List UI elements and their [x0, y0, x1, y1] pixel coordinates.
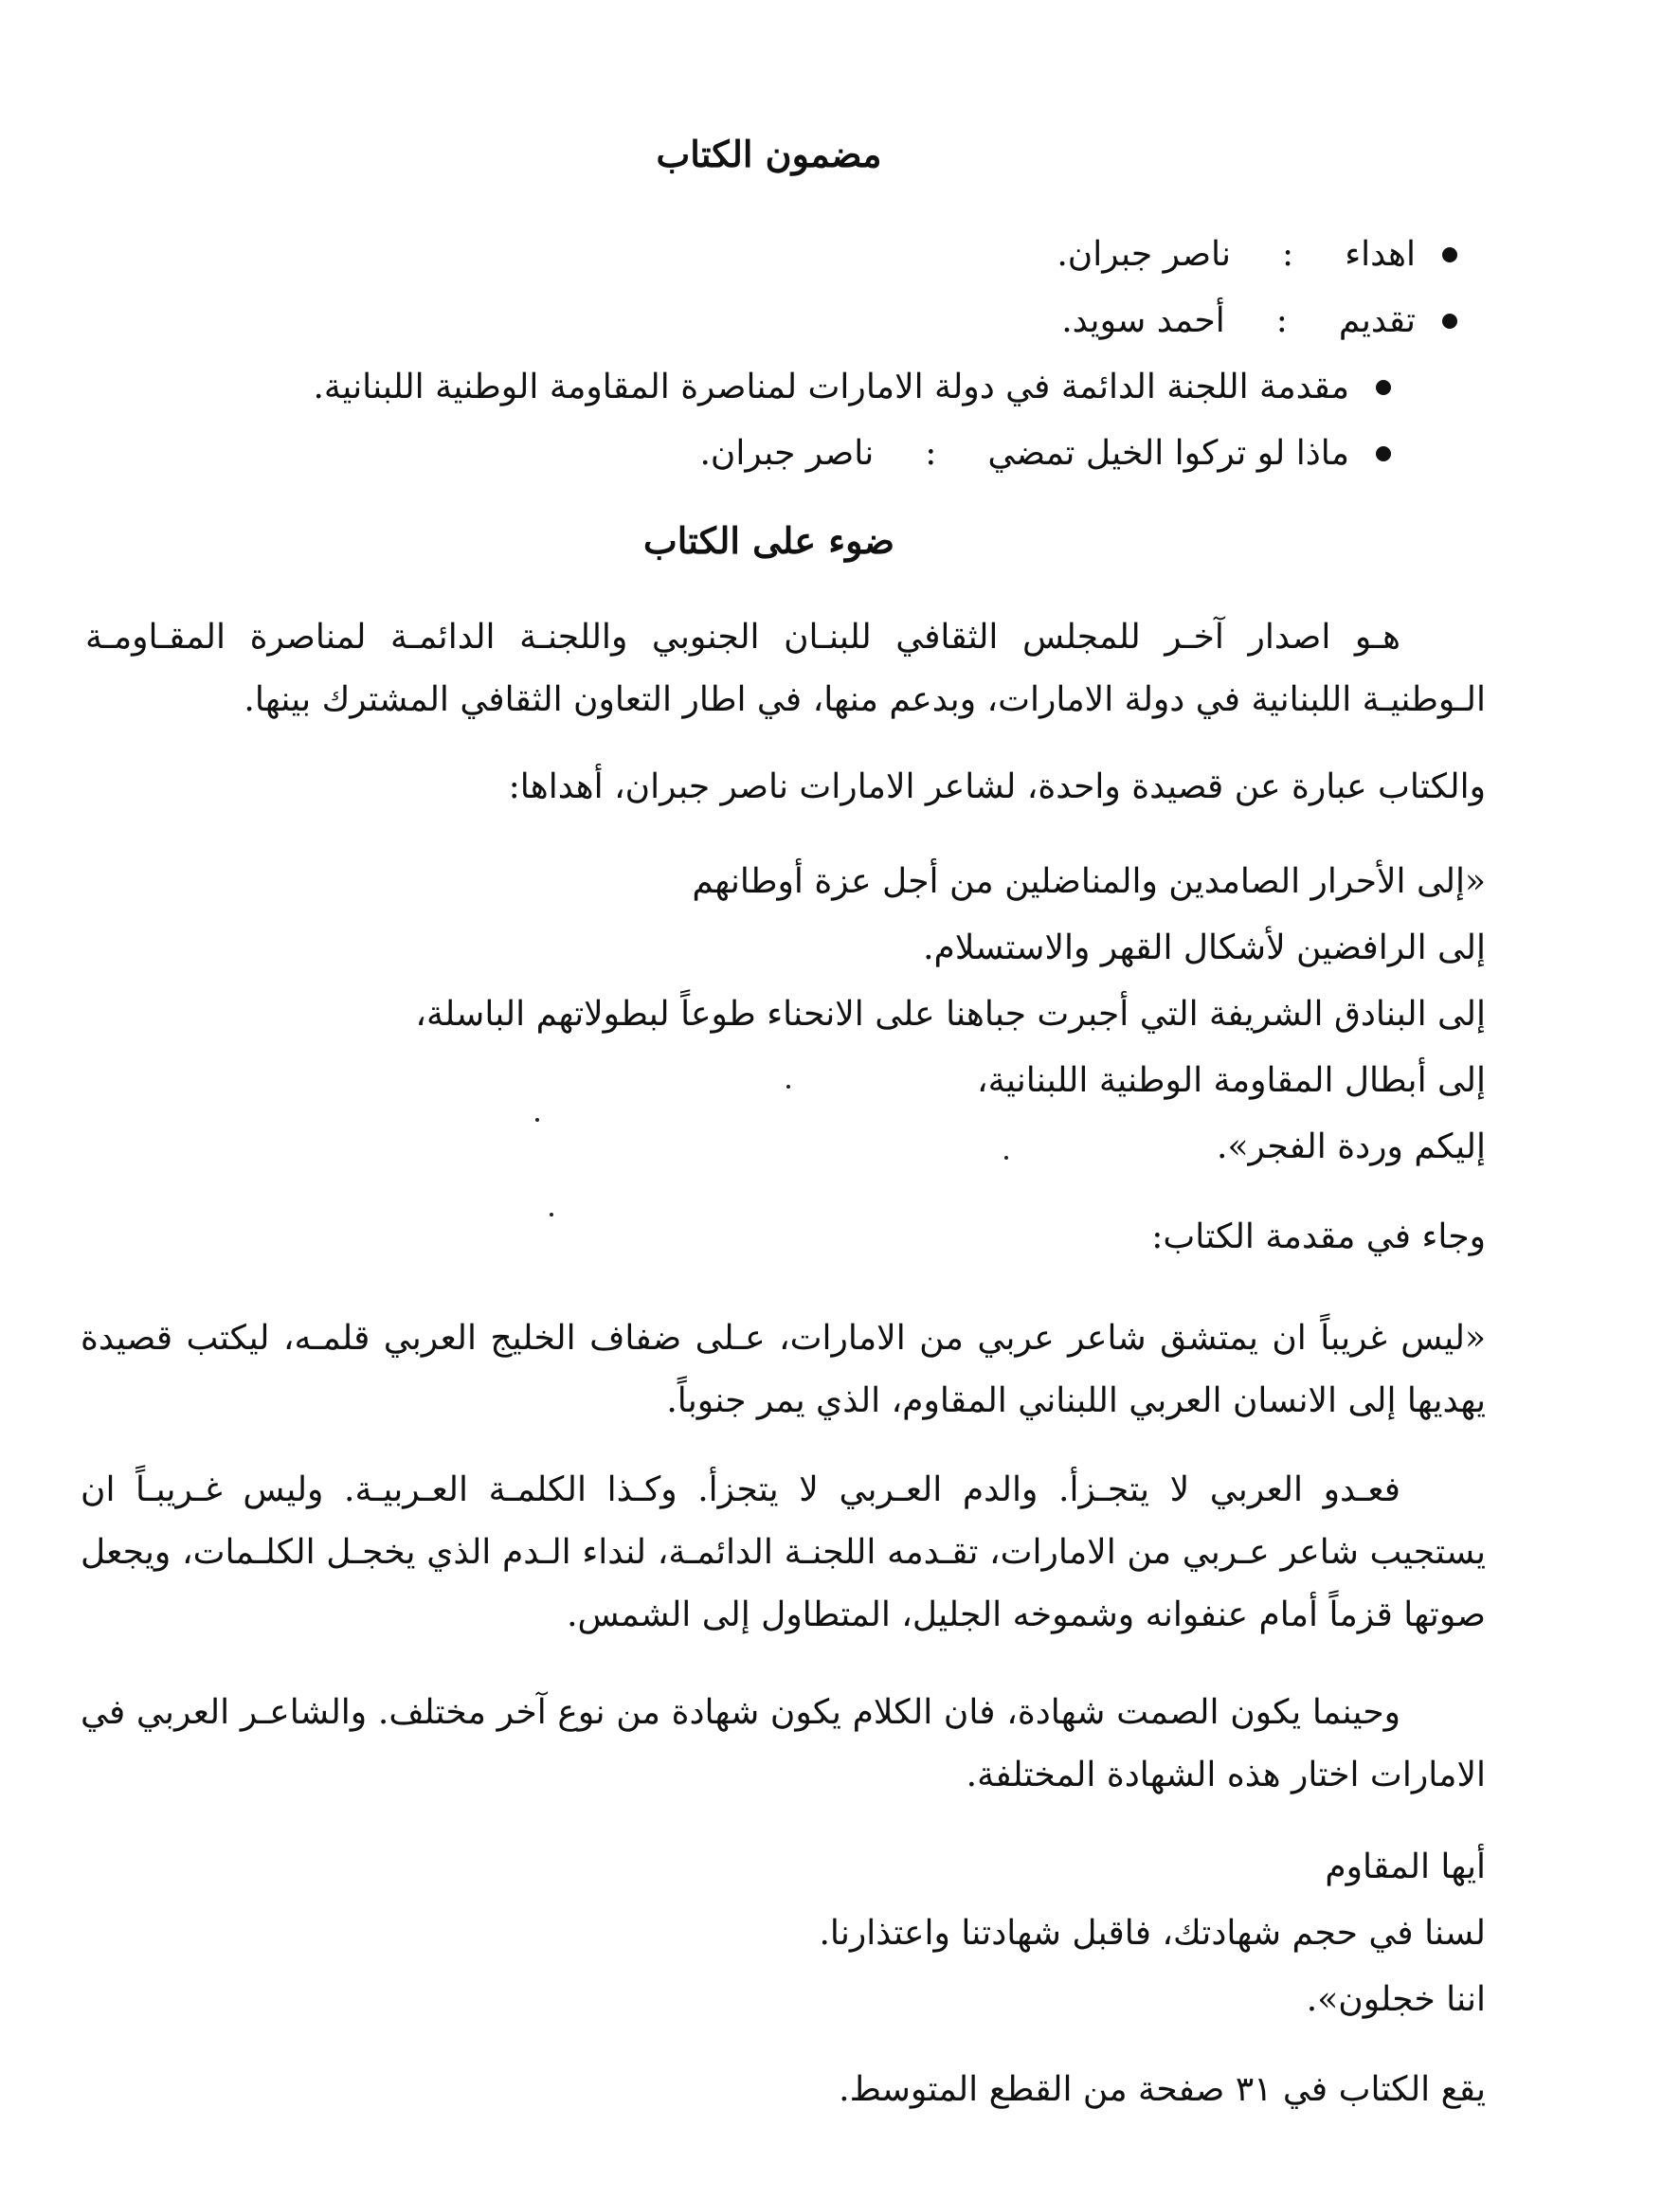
paragraph-text: وحينما يكون الصمت شهادة، فان الكلام يكون شهادة من نوع آخر مختلف. والشاعـر العربي في الامارات اختار هذه الشهادة المختلفة. [81, 1693, 1486, 1794]
contents-item-introduction [313, 368, 1391, 406]
heading-book-contents: مضمون الكتاب [656, 133, 882, 175]
bullet-icon [1376, 446, 1391, 461]
contents-item-preface [1061, 301, 1457, 340]
item-text: مقدمة اللجنة الدائمة في دولة الامارات لمناصرة المقاومة الوطنية اللبنانية. [313, 368, 1349, 406]
contents-item-dedication [1057, 235, 1457, 274]
paragraph-page-count: يقع الكتاب في ٣١ صفحة من القطع المتوسط. [839, 2070, 1486, 2109]
paragraph-intro [85, 606, 1486, 731]
item-separator: : [1282, 235, 1294, 274]
item-separator: : [1275, 301, 1288, 340]
paragraph-book-description: والكتاب عبارة عن قصيدة واحدة، لشاعر الامارات ناصر جبران، أهداها: [508, 767, 1486, 806]
item-label: ماذا لو تركوا الخيل تمضي [987, 434, 1349, 473]
bullet-icon [1442, 247, 1457, 262]
dedication-line-4: إلى أبطال المقاومة الوطنية اللبنانية، [977, 1061, 1486, 1100]
bullet-icon [1442, 314, 1457, 329]
item-value: ناصر جبران. [699, 434, 875, 473]
paragraph-text: هـو اصدار آخـر للمجلس الثقافي للبنـان الجنوبي واللجنـة الدائمـة لمناصرة المقـاومـة الـوطنيـة اللبنانية في دولة الامارات، وبدعم منها، في اطار التعاون الثقافي المشترك بينها. [85, 618, 1486, 719]
paragraph-quote-start: «ليس غريباً ان يمتشق شاعر عربي من الامارات، عـلى ضفاف الخليج العربي قلمـه، ليكتب قصيدة يهديها إلى الانسان العربي اللبناني المقاوم، الذي يمر جنوباً. [81, 1319, 1486, 1420]
dedication-line-5: إليكم وردة الفجر». [1217, 1127, 1486, 1166]
item-value: أحمد سويد. [1061, 301, 1225, 340]
paragraph-arab-enemy [81, 1459, 1486, 1647]
item-value: ناصر جبران. [1057, 235, 1232, 274]
dedication-line-2: إلى الرافضين لأشكال القهر والاستسلام. [923, 928, 1486, 967]
item-separator: : [925, 434, 937, 473]
item-label: اهداء [1345, 235, 1416, 274]
bullet-icon [1376, 380, 1391, 395]
dedication-line-1: «إلى الأحرار الصامدين والمناضلين من أجل عزة أوطانهم [692, 862, 1486, 901]
scan-speck [550, 1213, 553, 1217]
scan-speck [535, 1118, 539, 1122]
item-label: تقديم [1338, 301, 1416, 340]
scan-speck [1004, 1156, 1008, 1160]
dedication-line-3: إلى البنادق الشريفة التي أجبرت جباهنا على الانحناء طوعاً لبطولاتهم الباسلة، [415, 995, 1486, 1034]
closing-line-2: لسنا في حجم شهادتك، فاقبل شهادتنا واعتذارنا. [819, 1914, 1486, 1953]
closing-line-3: اننا خجلون». [1306, 1980, 1486, 2019]
heading-light-on-book: ضوء على الكتاب [642, 519, 895, 562]
paragraph-text: فعـدو العربي لا يتجـزأ. والدم العـربي لا يتجزأ. وكـذا الكلمـة العـربيـة. وليس غـريبـاً ان يستجيب شاعر عـربي من الامارات، تقـدمه اللجنـة الدائمـة، لنداء الـدم الذي يخجـل الكلـمات، ويجعل صوتها قزماً أمام عنفوانه وشموخه الجليل، المتطاول إلى الشمس. [81, 1470, 1486, 1634]
contents-item-poem [699, 434, 1391, 473]
paragraph-intro-heading: وجاء في مقدمة الكتاب: [1151, 1217, 1486, 1256]
scan-speck [786, 1085, 790, 1089]
paragraph-silence [81, 1682, 1486, 1807]
closing-line-1: أيها المقاوم [1325, 1848, 1486, 1886]
